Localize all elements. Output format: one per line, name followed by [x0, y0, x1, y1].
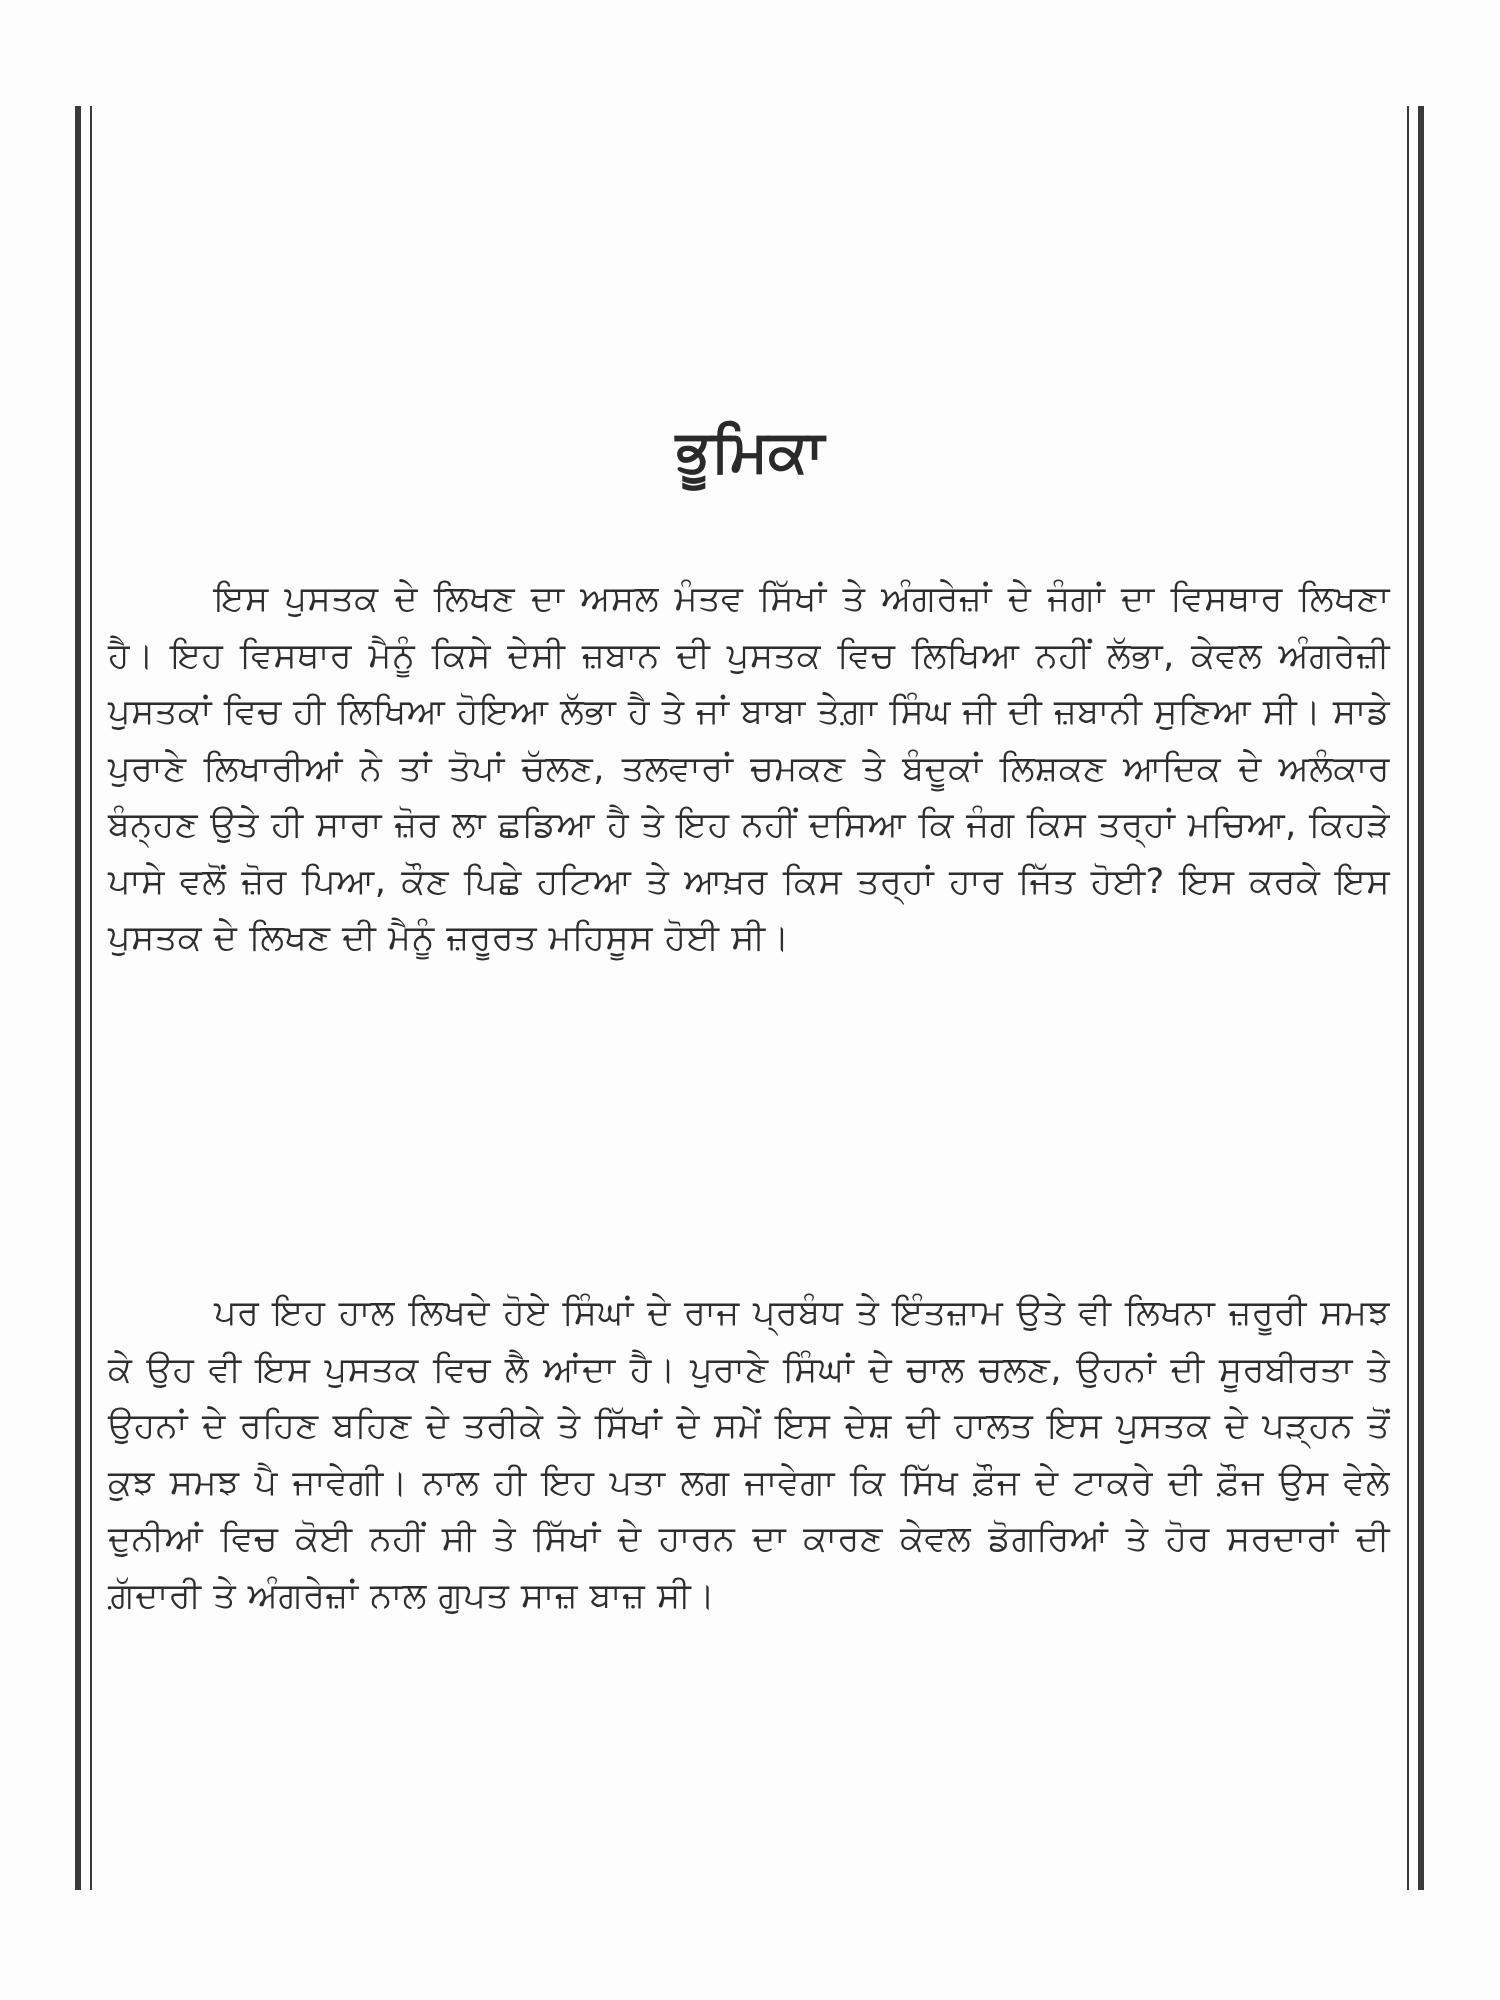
left-border-inner-rule [90, 106, 92, 1890]
paragraph-2: ਪਰ ਇਹ ਹਾਲ ਲਿਖਦੇ ਹੋਏ ਸਿੰਘਾਂ ਦੇ ਰਾਜ ਪ੍ਰਬੰਧ ਤੇ ਇੰਤਜ਼ਾਮ ਉਤੇ ਵੀ ਲਿਖਨਾ ਜ਼ਰੂਰੀ ਸਮਝ ਕੇ ਉਹ ਵੀ ਇਸ ਪੁਸਤਕ ਵਿਚ ਲੈ ਆਂਦਾ ਹੈ। ਪੁਰਾਣੇ ਸਿੰਘਾਂ ਦੇ ਚਾਲ ਚਲਣ, ਉਹਨਾਂ ਦੀ ਸੂਰਬੀਰਤਾ ਤੇ ਉਹਨਾਂ ਦੇ ਰਹਿਣ ਬਹਿਣ ਦੇ ਤਰੀਕੇ ਤੇ ਸਿੱਖਾਂ ਦੇ ਸਮੇਂ ਇਸ ਦੇਸ਼ ਦੀ ਹਾਲਤ ਇਸ ਪੁਸਤਕ ਦੇ ਪੜ੍ਹਨ ਤੋਂ ਕੁਝ ਸਮਝ ਪੈ ਜਾਵੇਗੀ। ਨਾਲ ਹੀ ਇਹ ਪਤਾ ਲਗ ਜਾਵੇਗਾ ਕਿ ਸਿੱਖ ਫ਼ੌਜ ਦੇ ਟਾਕਰੇ ਦੀ ਫ਼ੌਜ ਉਸ ਵੇਲੇ ਦੁਨੀਆਂ ਵਿਚ ਕੋਈ ਨਹੀਂ ਸੀ ਤੇ ਸਿੱਖਾਂ ਦੇ ਹਾਰਨ ਦਾ ਕਾਰਣ ਕੇਵਲ ਡੋਗਰਿਆਂ ਤੇ ਹੋਰ ਸਰਦਾਰਾਂ ਦੀ ਗ਼ੱਦਾਰੀ ਤੇ ਅੰਗਰੇਜ਼ਾਂ ਨਾਲ ਗੁਪਤ ਸਾਜ਼ ਬਾਜ਼ ਸੀ। [108, 1293, 1390, 1616]
left-border-outer-rule [75, 106, 81, 1890]
right-border-outer-rule [1418, 106, 1424, 1890]
page-title: ਭੂਮਿਕਾ [675, 416, 825, 485]
right-border-inner-rule [1407, 106, 1409, 1890]
paragraph-1: ਇਸ ਪੁਸਤਕ ਦੇ ਲਿਖਣ ਦਾ ਅਸਲ ਮੰਤਵ ਸਿੱਖਾਂ ਤੇ ਅੰਗਰੇਜ਼ਾਂ ਦੇ ਜੰਗਾਂ ਦਾ ਵਿਸਥਾਰ ਲਿਖਣਾ ਹੈ। ਇਹ ਵਿਸਥਾਰ ਮੈਨੂੰ ਕਿਸੇ ਦੇਸੀ ਜ਼ਬਾਨ ਦੀ ਪੁਸਤਕ ਵਿਚ ਲਿਖਿਆ ਨਹੀਂ ਲੱਭਾ, ਕੇਵਲ ਅੰਗਰੇਜ਼ੀ ਪੁਸਤਕਾਂ ਵਿਚ ਹੀ ਲਿਖਿਆ ਹੋਇਆ ਲੱਭਾ ਹੈ ਤੇ ਜਾਂ ਬਾਬਾ ਤੇਗ਼ਾ ਸਿੰਘ ਜੀ ਦੀ ਜ਼ਬਾਨੀ ਸੁਣਿਆ ਸੀ। ਸਾਡੇ ਪੁਰਾਣੇ ਲਿਖਾਰੀਆਂ ਨੇ ਤਾਂ ਤੋਪਾਂ ਚੱਲਣ, ਤਲਵਾਰਾਂ ਚਮਕਣ ਤੇ ਬੰਦੂਕਾਂ ਲਿਸ਼ਕਣ ਆਦਿਕ ਦੇ ਅਲੰਕਾਰ ਬੰਨ੍ਹਣ ਉਤੇ ਹੀ ਸਾਰਾ ਜ਼ੋਰ ਲਾ ਛਡਿਆ ਹੈ ਤੇ ਇਹ ਨਹੀਂ ਦਸਿਆ ਕਿ ਜੰਗ ਕਿਸ ਤਰ੍ਹਾਂ ਮਚਿਆ, ਕਿਹੜੇ ਪਾਸੇ ਵਲੋਂ ਜ਼ੋਰ ਪਿਆ, ਕੌਣ ਪਿਛੇ ਹਟਿਆ ਤੇ ਆਖ਼ਰ ਕਿਸ ਤਰ੍ਹਾਂ ਹਾਰ ਜਿੱਤ ਹੋਈ? ਇਸ ਕਰਕੇ ਇਸ ਪੁਸਤਕ ਦੇ ਲਿਖਣ ਦੀ ਮੈਨੂੰ ਜ਼ਰੂਰਤ ਮਹਿਸੂਸ ਹੋਈ ਸੀ। [108, 579, 1390, 958]
